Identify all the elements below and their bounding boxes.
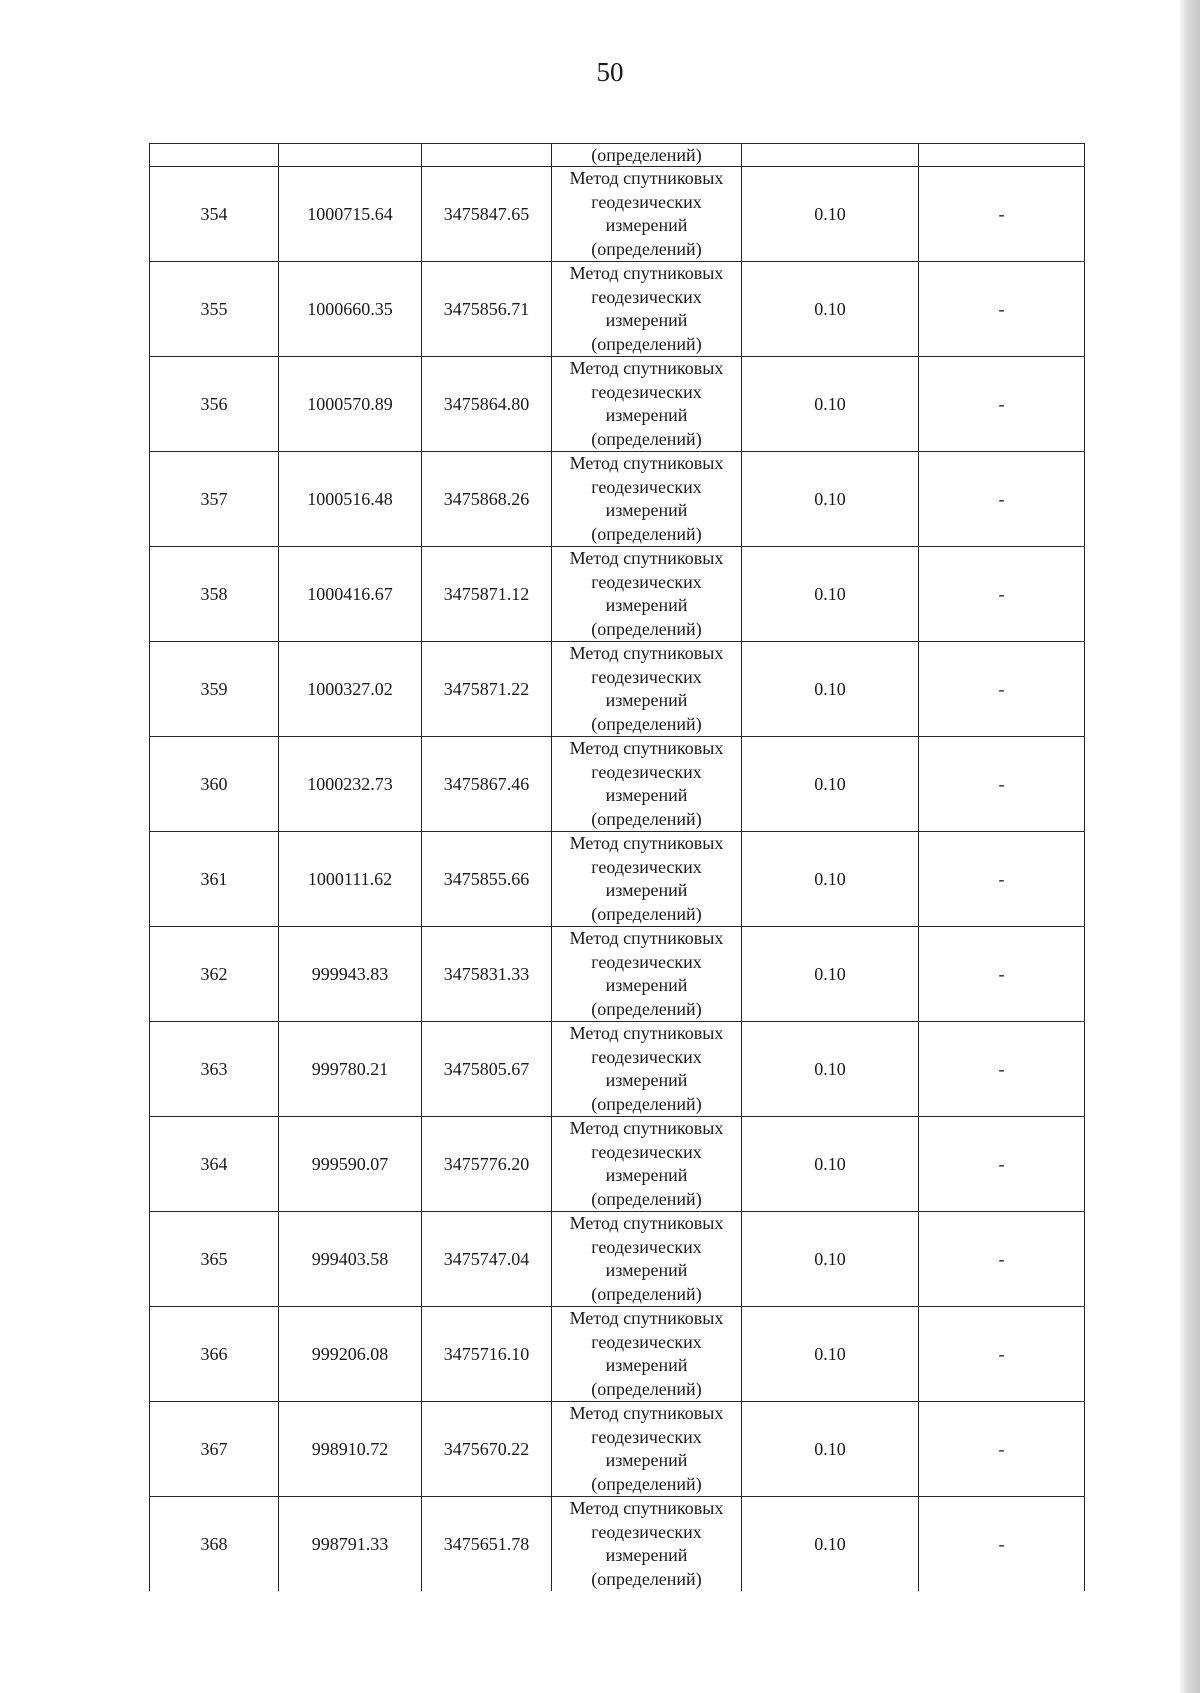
y-coordinate-cell: 3475831.33	[422, 927, 552, 1022]
point-number-cell: 355	[150, 262, 279, 357]
point-number-cell: 354	[150, 167, 279, 262]
method-line: (определений)	[591, 618, 702, 639]
accuracy-cell: 0.10	[742, 1497, 919, 1592]
method-continuation-cell: (определений)	[552, 144, 742, 167]
method-line: геодезических	[591, 761, 702, 782]
method-line: Метод спутниковых	[569, 358, 724, 378]
y-coordinate-cell: 3475847.65	[422, 167, 552, 262]
table-cell	[919, 144, 1085, 167]
x-coordinate-cell: 998910.72	[279, 1402, 422, 1497]
method-line: Метод спутниковых	[569, 168, 724, 188]
method-line: Метод спутниковых	[569, 738, 724, 758]
x-coordinate-cell: 999206.08	[279, 1307, 422, 1402]
y-coordinate-cell: 3475867.46	[422, 737, 552, 832]
y-coordinate-cell: 3475871.22	[422, 642, 552, 737]
x-coordinate-cell: 1000570.89	[279, 357, 422, 452]
method-line: геодезических	[591, 286, 702, 307]
method-line: измерений	[605, 1260, 688, 1280]
x-coordinate-cell: 999590.07	[279, 1117, 422, 1212]
table-row	[150, 262, 1085, 357]
accuracy-cell: 0.10	[742, 642, 919, 737]
point-number-cell: 361	[150, 832, 279, 927]
method-line: геодезических	[591, 1141, 702, 1162]
method-cell	[552, 547, 742, 642]
x-coordinate-cell: 1000416.67	[279, 547, 422, 642]
method-line: геодезических	[591, 571, 702, 592]
method-line: измерений	[605, 785, 688, 805]
y-coordinate-cell: 3475747.04	[422, 1212, 552, 1307]
accuracy-cell: 0.10	[742, 832, 919, 927]
table-body	[150, 144, 1085, 1592]
method-line: Метод спутниковых	[569, 1023, 724, 1043]
point-number-cell: 364	[150, 1117, 279, 1212]
method-line: Метод спутниковых	[569, 833, 724, 853]
method-cell	[552, 1117, 742, 1212]
accuracy-cell: 0.10	[742, 452, 919, 547]
method-line: Метод спутниковых	[569, 643, 724, 663]
method-line: геодезических	[591, 1236, 702, 1257]
point-number-cell: 368	[150, 1497, 279, 1592]
method-line: измерений	[605, 1070, 688, 1090]
table-row	[150, 452, 1085, 547]
accuracy-cell: 0.10	[742, 1307, 919, 1402]
x-coordinate-cell: 1000232.73	[279, 737, 422, 832]
extra-cell: -	[919, 452, 1085, 547]
method-line: (определений)	[591, 903, 702, 924]
extra-cell: -	[919, 1022, 1085, 1117]
point-number-cell: 363	[150, 1022, 279, 1117]
method-cell	[552, 927, 742, 1022]
page-number: 50	[596, 57, 624, 87]
method-line: (определений)	[591, 333, 702, 354]
method-line: геодезических	[591, 951, 702, 972]
method-line: измерений	[605, 500, 688, 520]
extra-cell: -	[919, 1117, 1085, 1212]
table-row	[150, 1307, 1085, 1402]
extra-cell: -	[919, 1212, 1085, 1307]
method-line: измерений	[605, 1355, 688, 1375]
y-coordinate-cell: 3475871.12	[422, 547, 552, 642]
table-cell	[279, 144, 422, 167]
scan-edge-shadow	[1180, 0, 1200, 1693]
continuation-row	[150, 144, 1085, 167]
method-cell	[552, 1497, 742, 1592]
point-number-cell: 357	[150, 452, 279, 547]
method-line: (определений)	[591, 808, 702, 829]
method-line: измерений	[605, 1545, 688, 1565]
accuracy-cell: 0.10	[742, 1022, 919, 1117]
method-line: измерений	[605, 975, 688, 995]
table-row	[150, 737, 1085, 832]
table-row	[150, 1402, 1085, 1497]
method-line: (определений)	[591, 1093, 702, 1114]
y-coordinate-cell: 3475864.80	[422, 357, 552, 452]
method-cell	[552, 737, 742, 832]
method-line: измерений	[605, 405, 688, 425]
method-line: геодезических	[591, 666, 702, 687]
method-line: измерений	[605, 690, 688, 710]
table-cell	[150, 144, 279, 167]
coordinates-table	[149, 143, 1085, 1591]
x-coordinate-cell: 1000327.02	[279, 642, 422, 737]
accuracy-cell: 0.10	[742, 357, 919, 452]
y-coordinate-cell: 3475716.10	[422, 1307, 552, 1402]
method-line: измерений	[605, 215, 688, 235]
method-line: (определений)	[591, 1188, 702, 1209]
x-coordinate-cell: 999780.21	[279, 1022, 422, 1117]
point-number-cell: 356	[150, 357, 279, 452]
extra-cell: -	[919, 927, 1085, 1022]
method-cell	[552, 642, 742, 737]
point-number-cell: 359	[150, 642, 279, 737]
y-coordinate-cell: 3475776.20	[422, 1117, 552, 1212]
method-line: геодезических	[591, 191, 702, 212]
extra-cell: -	[919, 547, 1085, 642]
method-cell	[552, 832, 742, 927]
table-row	[150, 642, 1085, 737]
y-coordinate-cell: 3475856.71	[422, 262, 552, 357]
point-number-cell: 367	[150, 1402, 279, 1497]
x-coordinate-cell: 1000660.35	[279, 262, 422, 357]
method-cell	[552, 357, 742, 452]
method-cell	[552, 1307, 742, 1402]
x-coordinate-cell: 1000516.48	[279, 452, 422, 547]
method-line: (определений)	[591, 1378, 702, 1399]
method-cell	[552, 262, 742, 357]
extra-cell: -	[919, 1402, 1085, 1497]
table-row	[150, 927, 1085, 1022]
method-line: геодезических	[591, 381, 702, 402]
point-number-cell: 362	[150, 927, 279, 1022]
y-coordinate-cell: 3475651.78	[422, 1497, 552, 1592]
method-line: Метод спутниковых	[569, 1403, 724, 1423]
method-line: (определений)	[591, 238, 702, 259]
y-coordinate-cell: 3475805.67	[422, 1022, 552, 1117]
accuracy-cell: 0.10	[742, 547, 919, 642]
x-coordinate-cell: 998791.33	[279, 1497, 422, 1592]
table-row	[150, 1212, 1085, 1307]
accuracy-cell: 0.10	[742, 167, 919, 262]
method-line: геодезических	[591, 856, 702, 877]
method-line: Метод спутниковых	[569, 1498, 724, 1518]
method-line: геодезических	[591, 1426, 702, 1447]
method-line: (определений)	[591, 1283, 702, 1304]
extra-cell: -	[919, 642, 1085, 737]
extra-cell: -	[919, 1307, 1085, 1402]
table-row	[150, 357, 1085, 452]
extra-cell: -	[919, 737, 1085, 832]
method-cell	[552, 1022, 742, 1117]
method-line: геодезических	[591, 1046, 702, 1067]
method-line: измерений	[605, 595, 688, 615]
method-line: (определений)	[591, 523, 702, 544]
y-coordinate-cell: 3475868.26	[422, 452, 552, 547]
accuracy-cell: 0.10	[742, 262, 919, 357]
method-cell	[552, 167, 742, 262]
x-coordinate-cell: 999403.58	[279, 1212, 422, 1307]
method-line: Метод спутниковых	[569, 263, 724, 283]
table-row	[150, 832, 1085, 927]
extra-cell: -	[919, 832, 1085, 927]
method-line: измерений	[605, 1165, 688, 1185]
point-number-cell: 365	[150, 1212, 279, 1307]
extra-cell: -	[919, 262, 1085, 357]
table-row	[150, 547, 1085, 642]
x-coordinate-cell: 1000111.62	[279, 832, 422, 927]
method-line: измерений	[605, 880, 688, 900]
method-line: (определений)	[591, 1568, 702, 1589]
y-coordinate-cell: 3475855.66	[422, 832, 552, 927]
table-row	[150, 1117, 1085, 1212]
extra-cell: -	[919, 357, 1085, 452]
table-row	[150, 1497, 1085, 1592]
extra-cell: -	[919, 167, 1085, 262]
table-row	[150, 167, 1085, 262]
x-coordinate-cell: 1000715.64	[279, 167, 422, 262]
method-line: геодезических	[591, 1331, 702, 1352]
method-line: Метод спутниковых	[569, 548, 724, 568]
table-cell	[422, 144, 552, 167]
method-line: Метод спутниковых	[569, 453, 724, 473]
method-line: (определений)	[591, 998, 702, 1019]
method-line: геодезических	[591, 476, 702, 497]
accuracy-cell: 0.10	[742, 1402, 919, 1497]
method-line: Метод спутниковых	[569, 1118, 724, 1138]
method-line: Метод спутниковых	[569, 1308, 724, 1328]
table-row	[150, 1022, 1085, 1117]
accuracy-cell: 0.10	[742, 1212, 919, 1307]
point-number-cell: 366	[150, 1307, 279, 1402]
method-line: измерений	[605, 310, 688, 330]
accuracy-cell: 0.10	[742, 1117, 919, 1212]
table-cell	[742, 144, 919, 167]
method-cell	[552, 1402, 742, 1497]
extra-cell: -	[919, 1497, 1085, 1592]
accuracy-cell: 0.10	[742, 737, 919, 832]
y-coordinate-cell: 3475670.22	[422, 1402, 552, 1497]
method-line: измерений	[605, 1450, 688, 1470]
point-number-cell: 358	[150, 547, 279, 642]
method-line: (определений)	[591, 1473, 702, 1494]
accuracy-cell: 0.10	[742, 927, 919, 1022]
method-cell	[552, 1212, 742, 1307]
method-cell	[552, 452, 742, 547]
method-line: Метод спутниковых	[569, 1213, 724, 1233]
point-number-cell: 360	[150, 737, 279, 832]
x-coordinate-cell: 999943.83	[279, 927, 422, 1022]
method-line: (определений)	[591, 428, 702, 449]
method-line: (определений)	[591, 713, 702, 734]
method-line: Метод спутниковых	[569, 928, 724, 948]
method-line: геодезических	[591, 1521, 702, 1542]
